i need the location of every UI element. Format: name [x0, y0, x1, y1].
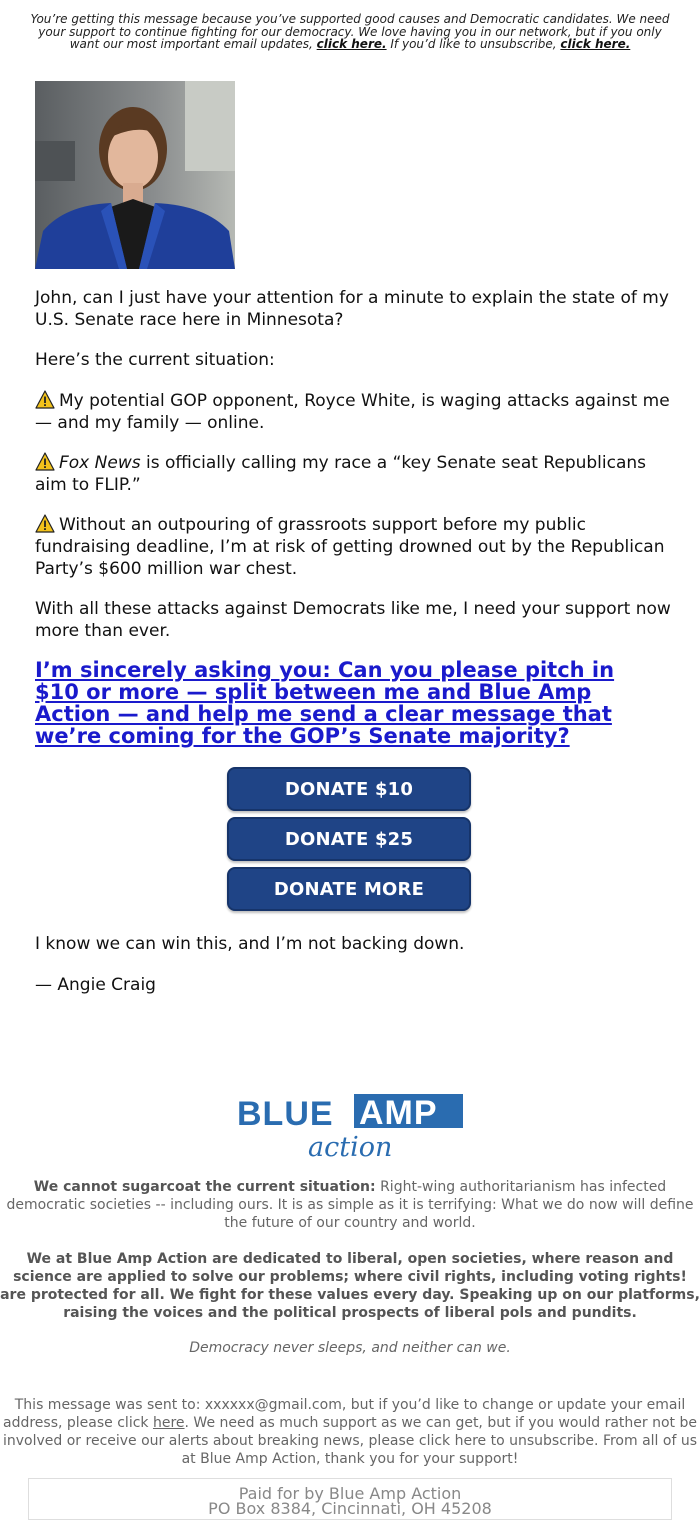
address-line: PO Box 8384, Cincinnati, OH 45208 [208, 1499, 492, 1518]
bullet-1-text: My potential GOP opponent, Royce White, is waging attacks against me — and my family — online. [35, 391, 670, 433]
paid-for-line: Paid for by Blue Amp Action [238, 1484, 462, 1503]
bullet-3-text: Without an outpouring of grassroots support before my public fundraising deadline, I’m at risk of getting drowned out by the Republican Party’s $600 million war chest. [35, 515, 665, 579]
candidate-photo [35, 81, 235, 269]
footer-sent-to-paragraph [0, 1396, 700, 1468]
logo-graphic [236, 1092, 466, 1162]
footer-lead-paragraph [0, 1178, 700, 1232]
bullet-1 [35, 390, 675, 434]
footer-lead-bold: We cannot sugarcoat the current situation: [33, 1179, 376, 1195]
preheader-text: You’re getting this message because you’ve supported good causes and Democratic candidates. We need your support to continue fighting for our democracy. We love having you in our network, but if you only want our most important email updates, [30, 12, 670, 51]
intro-paragraph: John, can I just have your attention for a minute to explain the state of my U.S. Senate race here in Minnesota? [35, 288, 669, 330]
preheader [30, 13, 670, 51]
blue-amp-action-logo [236, 1092, 466, 1162]
paid-for-box [28, 1478, 672, 1520]
warning-icon [35, 452, 55, 471]
logo-word-amp: AMP [359, 1094, 438, 1132]
preheader-text-2: If you’d like to unsubscribe, [386, 37, 561, 51]
preheader-unsubscribe-link[interactable]: click here. [560, 37, 631, 51]
sent-text-2: . We need as much support as we can get, but if you would rather not be involved or receive our alerts about breaking news, please click here to unsubscribe. From all of us at Blue Amp Action, thank you for your support! [3, 1415, 697, 1467]
bullet-3 [35, 514, 675, 580]
situation-paragraph: Here’s the current situation: [35, 350, 275, 370]
preheader-subscribe-link[interactable]: click here. [316, 37, 387, 51]
signature: — Angie Craig [35, 975, 156, 995]
attacks-paragraph: With all these attacks against Democrats like me, I need your support now more than ever. [35, 599, 671, 641]
bullet-2-text: is officially calling my race a “key Senate seat Republicans aim to FLIP.” [35, 453, 647, 495]
footer-lead-text: Right-wing authoritarianism has infected democratic societies -- including ours. It is as simple as it is terrifying: What we do now will define the future of our country and world. [6, 1179, 694, 1231]
footer-tagline: Democracy never sleeps, and neither can we. [189, 1340, 511, 1356]
bullet-2-fox-news: Fox News [59, 453, 141, 473]
donate-more-button[interactable]: DONATE MORE [227, 867, 471, 911]
warning-icon [35, 390, 55, 409]
logo-word-blue: BLUE [237, 1095, 334, 1133]
footer-mission-paragraph: We at Blue Amp Action are dedicated to liberal, open societies, where reason and science are applied to solve our problems; where civil rights, including voting rights! are protected for all. We fight for these values every day. Speaking up on our platforms, raising the voices and the political prospects of liberal pols and pundits. [0, 1251, 700, 1321]
donate-25-button[interactable]: DONATE $25 [227, 817, 471, 861]
candidate-photo-illustration [35, 81, 235, 269]
donate-10-button[interactable]: DONATE $10 [227, 767, 471, 811]
logo-word-action: action [308, 1132, 393, 1162]
bullet-2 [35, 452, 675, 496]
donation-ask-link[interactable]: I’m sincerely asking you: Can you please pitch in $10 or more — split between me and Blue Amp Action — and help me send a clear message that we’re coming for the GOP’s Senate majority? [35, 658, 615, 748]
update-email-link[interactable]: here [152, 1415, 185, 1431]
sent-text-1: This message was sent to: xxxxxx@gmail.com, but if you’d like to change or update your email address, please click [3, 1397, 686, 1431]
warning-icon [35, 514, 55, 533]
closing-paragraph: I know we can win this, and I’m not backing down. [35, 934, 465, 954]
